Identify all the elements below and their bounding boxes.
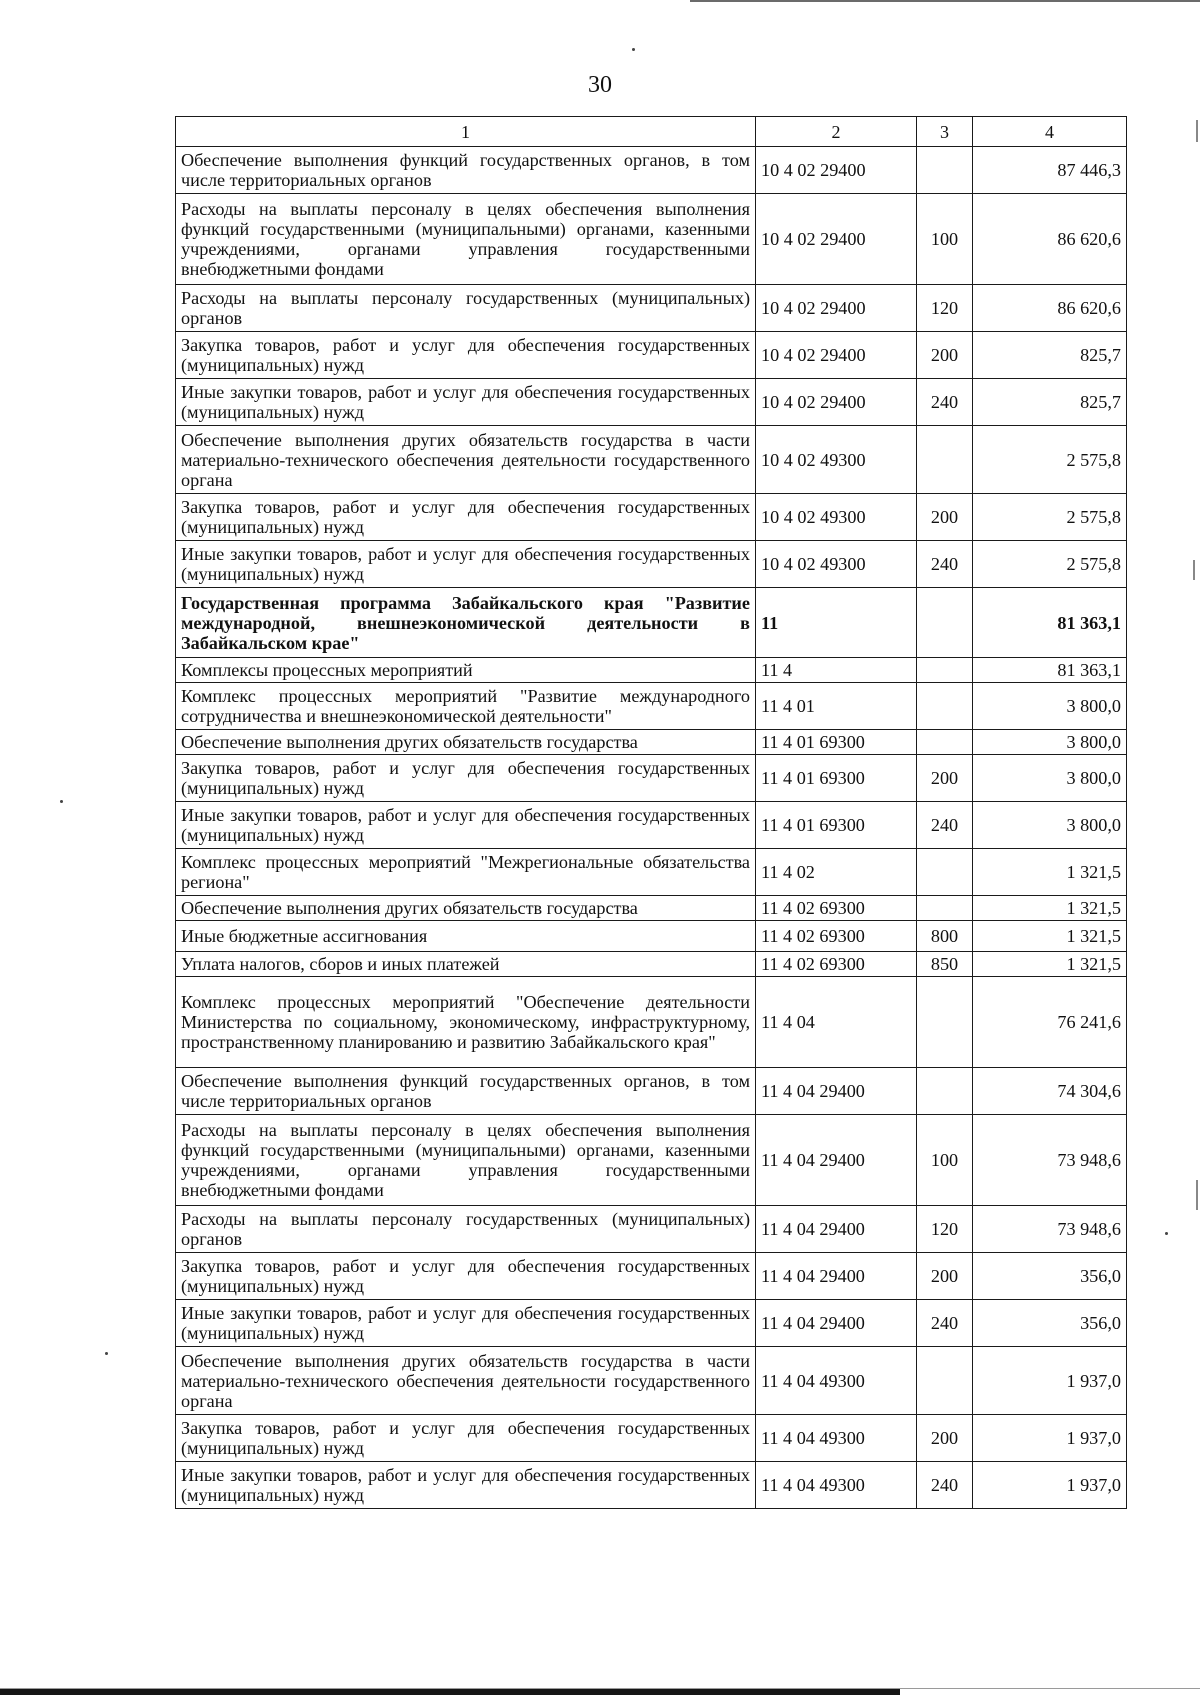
table-row: [176, 285, 1127, 332]
row-expense-type-cell: 100: [917, 1115, 973, 1206]
row-name-cell: Комплексы процессных мероприятий: [176, 658, 756, 683]
row-amount-cell: 74 304,6: [973, 1068, 1127, 1115]
row-name-cell: Иные бюджетные ассигнования: [176, 921, 756, 952]
row-name-cell: Комплекс процессных мероприятий "Развитие международного сотрудничества и внешнеэкономической деятельности": [176, 683, 756, 730]
page-number: 30: [588, 72, 612, 98]
row-code-cell: 11 4 04 49300: [756, 1462, 917, 1509]
row-code-cell: 11 4 04 29400: [756, 1253, 917, 1300]
row-amount-cell: 1 937,0: [973, 1415, 1127, 1462]
row-code-cell: 10 4 02 29400: [756, 332, 917, 379]
row-amount-cell: 356,0: [973, 1253, 1127, 1300]
row-expense-type-cell: 200: [917, 755, 973, 802]
row-expense-type-cell: [917, 147, 973, 194]
row-amount-cell: 2 575,8: [973, 426, 1127, 494]
table-row: [176, 802, 1127, 849]
row-name-cell: Закупка товаров, работ и услуг для обеспечения государственных (муниципальных) нужд: [176, 332, 756, 379]
row-code-cell: 11 4 04 29400: [756, 1068, 917, 1115]
row-expense-type-cell: [917, 977, 973, 1068]
row-expense-type-cell: [917, 849, 973, 896]
row-code-cell: 11 4 02: [756, 849, 917, 896]
row-code-cell: 11 4 02 69300: [756, 952, 917, 977]
scan-edge-mark: [1196, 120, 1198, 142]
row-expense-type-cell: 200: [917, 494, 973, 541]
table-row: [176, 658, 1127, 683]
row-name-cell: Закупка товаров, работ и услуг для обеспечения государственных (муниципальных) нужд: [176, 1415, 756, 1462]
table-row: [176, 379, 1127, 426]
row-amount-cell: 356,0: [973, 1300, 1127, 1347]
row-name-cell: Иные закупки товаров, работ и услуг для обеспечения государственных (муниципальных) нужд: [176, 1300, 756, 1347]
row-amount-cell: 1 937,0: [973, 1347, 1127, 1415]
row-expense-type-cell: [917, 1068, 973, 1115]
row-code-cell: 11 4 04 49300: [756, 1347, 917, 1415]
row-code-cell: 11: [756, 588, 917, 658]
row-name-cell: Обеспечение выполнения других обязательств государства в части материально-технического обеспечения деятельности государственного органа: [176, 426, 756, 494]
row-amount-cell: 1 321,5: [973, 952, 1127, 977]
row-code-cell: 11 4 04: [756, 977, 917, 1068]
row-code-cell: 11 4: [756, 658, 917, 683]
row-name-cell: Иные закупки товаров, работ и услуг для обеспечения государственных (муниципальных) нужд: [176, 1462, 756, 1509]
table-row: [176, 1253, 1127, 1300]
row-expense-type-cell: 240: [917, 802, 973, 849]
column-header-name: 1: [176, 117, 756, 147]
row-amount-cell: 87 446,3: [973, 147, 1127, 194]
row-expense-type-cell: 120: [917, 1206, 973, 1253]
table-header-row: [176, 117, 1127, 147]
row-amount-cell: 1 321,5: [973, 921, 1127, 952]
row-amount-cell: 825,7: [973, 379, 1127, 426]
table-row: [176, 1415, 1127, 1462]
row-amount-cell: 3 800,0: [973, 683, 1127, 730]
row-code-cell: 10 4 02 29400: [756, 379, 917, 426]
table-row: [176, 730, 1127, 755]
row-amount-cell: 2 575,8: [973, 541, 1127, 588]
row-code-cell: 11 4 01 69300: [756, 755, 917, 802]
scan-edge-mark: [1193, 560, 1195, 580]
table-row: [176, 147, 1127, 194]
row-code-cell: 10 4 02 29400: [756, 147, 917, 194]
row-name-cell: Закупка товаров, работ и услуг для обеспечения государственных (муниципальных) нужд: [176, 1253, 756, 1300]
row-amount-cell: 76 241,6: [973, 977, 1127, 1068]
row-code-cell: 11 4 02 69300: [756, 921, 917, 952]
table-row: [176, 1462, 1127, 1509]
scan-artifact-top: [690, 0, 1200, 2]
column-header-expense-type: 3: [917, 117, 973, 147]
row-expense-type-cell: 850: [917, 952, 973, 977]
row-name-cell: Закупка товаров, работ и услуг для обеспечения государственных (муниципальных) нужд: [176, 494, 756, 541]
table-row: [176, 426, 1127, 494]
row-expense-type-cell: 240: [917, 541, 973, 588]
row-name-cell: Комплекс процессных мероприятий "Межрегиональные обязательства региона": [176, 849, 756, 896]
row-name-cell: Обеспечение выполнения других обязательств государства в части материально-технического обеспечения деятельности государственного органа: [176, 1347, 756, 1415]
row-amount-cell: 3 800,0: [973, 802, 1127, 849]
row-expense-type-cell: 240: [917, 1300, 973, 1347]
row-amount-cell: 3 800,0: [973, 755, 1127, 802]
row-amount-cell: 2 575,8: [973, 494, 1127, 541]
row-expense-type-cell: [917, 658, 973, 683]
row-expense-type-cell: [917, 896, 973, 921]
row-expense-type-cell: 100: [917, 194, 973, 285]
scan-edge-mark: [1196, 1180, 1198, 1210]
table-row: [176, 494, 1127, 541]
row-name-cell: Иные закупки товаров, работ и услуг для обеспечения государственных (муниципальных) нужд: [176, 379, 756, 426]
row-code-cell: 11 4 01 69300: [756, 730, 917, 755]
row-expense-type-cell: 200: [917, 1253, 973, 1300]
row-name-cell: Закупка товаров, работ и услуг для обеспечения государственных (муниципальных) нужд: [176, 755, 756, 802]
row-amount-cell: 73 948,6: [973, 1115, 1127, 1206]
table-row: [176, 683, 1127, 730]
row-code-cell: 10 4 02 29400: [756, 194, 917, 285]
row-expense-type-cell: 200: [917, 332, 973, 379]
row-code-cell: 10 4 02 49300: [756, 494, 917, 541]
row-expense-type-cell: 200: [917, 1415, 973, 1462]
table-row: [176, 1115, 1127, 1206]
row-expense-type-cell: [917, 426, 973, 494]
row-name-cell: Иные закупки товаров, работ и услуг для обеспечения государственных (муниципальных) нужд: [176, 802, 756, 849]
row-amount-cell: 1 937,0: [973, 1462, 1127, 1509]
row-code-cell: 11 4 04 29400: [756, 1206, 917, 1253]
table-row: [176, 194, 1127, 285]
row-expense-type-cell: [917, 683, 973, 730]
row-name-cell: Уплата налогов, сборов и иных платежей: [176, 952, 756, 977]
row-name-cell: Расходы на выплаты персоналу государственных (муниципальных) органов: [176, 285, 756, 332]
row-code-cell: 11 4 04 29400: [756, 1300, 917, 1347]
row-amount-cell: 1 321,5: [973, 896, 1127, 921]
scan-speck: [1165, 1232, 1168, 1235]
row-name-cell: Обеспечение выполнения других обязательств государства: [176, 730, 756, 755]
column-header-code: 2: [756, 117, 917, 147]
row-amount-cell: 81 363,1: [973, 588, 1127, 658]
row-code-cell: 11 4 02 69300: [756, 896, 917, 921]
row-expense-type-cell: 240: [917, 379, 973, 426]
table-row: [176, 849, 1127, 896]
row-name-cell: Обеспечение выполнения функций государственных органов, в том числе территориальных органов: [176, 1068, 756, 1115]
row-code-cell: 10 4 02 49300: [756, 541, 917, 588]
row-name-cell: Комплекс процессных мероприятий "Обеспечение деятельности Министерства по социальному, экономическому, инфраструктурному, пространственному планированию и развитию Забайкальского края": [176, 977, 756, 1068]
column-header-amount: 4: [973, 117, 1127, 147]
table-row: [176, 1347, 1127, 1415]
row-expense-type-cell: [917, 1347, 973, 1415]
table-row: [176, 1068, 1127, 1115]
row-code-cell: 11 4 04 29400: [756, 1115, 917, 1206]
row-code-cell: 11 4 01 69300: [756, 802, 917, 849]
row-expense-type-cell: 800: [917, 921, 973, 952]
row-expense-type-cell: [917, 730, 973, 755]
scan-speck: [105, 1352, 108, 1355]
table-row: [176, 1300, 1127, 1347]
table-row: [176, 921, 1127, 952]
table-row: [176, 952, 1127, 977]
budget-table: [175, 116, 1127, 1509]
table-row: [176, 332, 1127, 379]
row-name-cell: Обеспечение выполнения функций государственных органов, в том числе территориальных органов: [176, 147, 756, 194]
row-amount-cell: 81 363,1: [973, 658, 1127, 683]
row-amount-cell: 3 800,0: [973, 730, 1127, 755]
scan-speck: [60, 800, 63, 803]
row-name-cell: Расходы на выплаты персоналу в целях обеспечения выполнения функций государственными (муниципальными) органами, казенными учреждениями, органами управления государственными внебюджетными фондами: [176, 194, 756, 285]
row-name-cell: Расходы на выплаты персоналу государственных (муниципальных) органов: [176, 1206, 756, 1253]
row-expense-type-cell: [917, 588, 973, 658]
row-amount-cell: 825,7: [973, 332, 1127, 379]
row-code-cell: 10 4 02 49300: [756, 426, 917, 494]
row-expense-type-cell: 240: [917, 1462, 973, 1509]
row-code-cell: 11 4 01: [756, 683, 917, 730]
row-name-cell: Обеспечение выполнения других обязательств государства: [176, 896, 756, 921]
table-row: [176, 1206, 1127, 1253]
row-amount-cell: 86 620,6: [973, 285, 1127, 332]
row-expense-type-cell: 120: [917, 285, 973, 332]
row-name-cell: Государственная программа Забайкальского края "Развитие международной, внешнеэкономической деятельности в Забайкальском крае": [176, 588, 756, 658]
row-name-cell: Расходы на выплаты персоналу в целях обеспечения выполнения функций государственными (муниципальными) органами, казенными учреждениями, органами управления государственными внебюджетными фондами: [176, 1115, 756, 1206]
scan-speck: [632, 48, 635, 51]
table-row: [176, 755, 1127, 802]
row-code-cell: 10 4 02 29400: [756, 285, 917, 332]
table-row: [176, 588, 1127, 658]
row-code-cell: 11 4 04 49300: [756, 1415, 917, 1462]
row-amount-cell: 86 620,6: [973, 194, 1127, 285]
row-name-cell: Иные закупки товаров, работ и услуг для обеспечения государственных (муниципальных) нужд: [176, 541, 756, 588]
row-amount-cell: 73 948,6: [973, 1206, 1127, 1253]
scan-artifact-bottom: [0, 1689, 900, 1695]
table-row: [176, 977, 1127, 1068]
row-amount-cell: 1 321,5: [973, 849, 1127, 896]
table-row: [176, 541, 1127, 588]
table-row: [176, 896, 1127, 921]
